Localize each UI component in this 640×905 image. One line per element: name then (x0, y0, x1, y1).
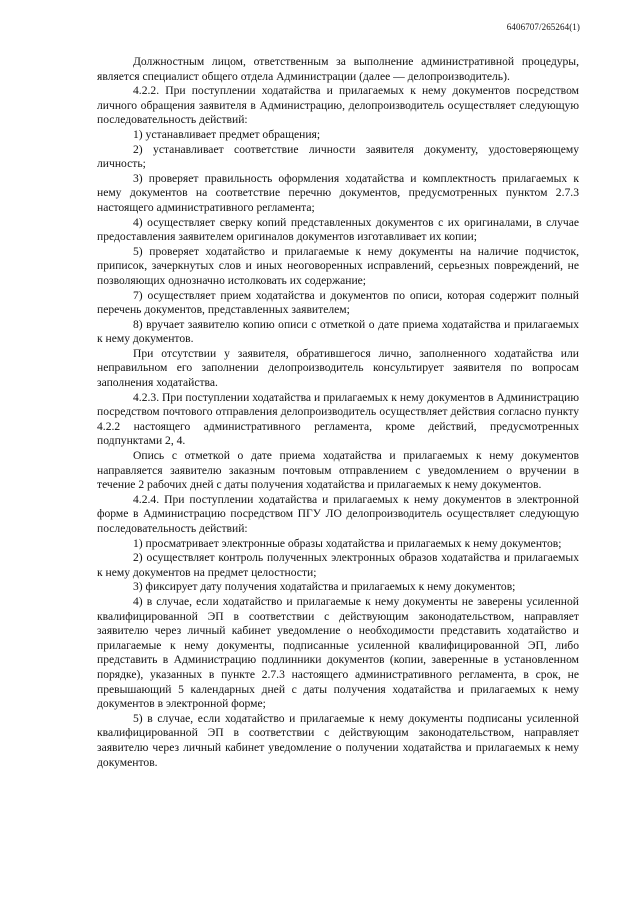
list-item: 5) в случае, если ходатайство и прилагаемые к нему документы подписаны усиленной квалифицированной ЭП в соответствии с действующим законодательством, направляет заявителю через личный кабинет уведомление о получении ходатайства и прилагаемых к нему документов. (97, 711, 579, 769)
list-item: 5) проверяет ходатайство и прилагаемые к нему документы на наличие подчисток, приписок, зачеркнутых слов и иных неоговоренных исправлений, серьезных повреждений, не позволяющих однозначно истолковать их содержание; (97, 244, 579, 287)
paragraph-4-2-2: 4.2.2. При поступлении ходатайства и прилагаемых к нему документов посредством личного обращения заявителя в Администрацию, делопроизводитель осуществляет следующую последовательность действий: (97, 84, 579, 127)
list-item: 2) осуществляет контроль полученных электронных образов ходатайства и прилагаемых к нему документов на предмет целостности; (97, 551, 579, 579)
list-item: 3) фиксирует дату получения ходатайства и прилагаемых к нему документов; (133, 580, 516, 594)
list-item: 2) устанавливает соответствие личности заявителя документу, удостоверяющему личность; (97, 142, 579, 171)
list-item: 4) в случае, если ходатайство и прилагаемые к нему документы не заверены усиленной квалифицированной ЭП в соответствии с действующим законодательством, направляет заявителю через личный кабинет уведомление о необходимости представить ходатайство и прилагаемые к нему документы, подписанные усиленной квалифицированной ЭП, либо представить в Администрацию подлинники документов (копии, заверенные в установленном порядке), указанных в пункте 2.7.3 настоящего административного регламента, в срок, не превышающий 5 календарных дней с даты получения ходатайства и прилагаемых к нему документов в электронной форме; (97, 594, 579, 711)
paragraph-responsible-person: Должностным лицом, ответственным за выполнение административной процедуры, является специалист общего отдела Администрации (далее — делопроизводитель). (97, 55, 579, 83)
list-item: 4) осуществляет сверку копий представленных документов с их оригиналами, в случае предоставления заявителем оригиналов документов изготавливает их копии; (97, 215, 579, 244)
document-body (97, 55, 579, 770)
document-id: 6406707/265264(1) (506, 22, 580, 32)
paragraph-4-2-3: 4.2.3. При поступлении ходатайства и прилагаемых к нему документов в Администрацию посредством почтового отправления делопроизводитель осуществляет действия согласно пункту 4.2.2 настоящего административного регламента, кроме действий, предусмотренных подпунктами 2, 4. (97, 390, 579, 448)
list-item: 8) вручает заявителю копию описи с отметкой о дате приема ходатайства и прилагаемых к нему документов. (97, 317, 579, 346)
paragraph-4-2-4: 4.2.4. При поступлении ходатайства и прилагаемых к нему документов в электронной форме в Администрацию посредством ПГУ ЛО делопроизводитель осуществляет следующую последовательность действий: (97, 492, 579, 535)
list-item: 1) устанавливает предмет обращения; (133, 127, 321, 141)
paragraph-inventory-mailing: Опись с отметкой о дате приема ходатайства и прилагаемых к нему документов направляется заявителю заказным почтовым отправлением с уведомлением о вручении в течение 2 рабочих дней с даты получения ходатайства и прилагаемых к нему документов. (97, 449, 579, 492)
list-item: 7) осуществляет прием ходатайства и документов по описи, которая содержит полный перечень документов, представленных заявителем; (97, 288, 579, 317)
list-item: 3) проверяет правильность оформления ходатайства и комплектность прилагаемых к нему документов на соответствие перечню документов, предусмотренных пунктом 2.7.3 настоящего административного регламента; (97, 171, 579, 214)
list-item: 1) просматривает электронные образы ходатайства и прилагаемых к нему документов; (133, 536, 562, 550)
paragraph-absence-of-petition: При отсутствии у заявителя, обратившегося лично, заполненного ходатайства или неправильном его заполнении делопроизводитель консультирует заявителя по вопросам заполнения ходатайства. (97, 346, 579, 390)
